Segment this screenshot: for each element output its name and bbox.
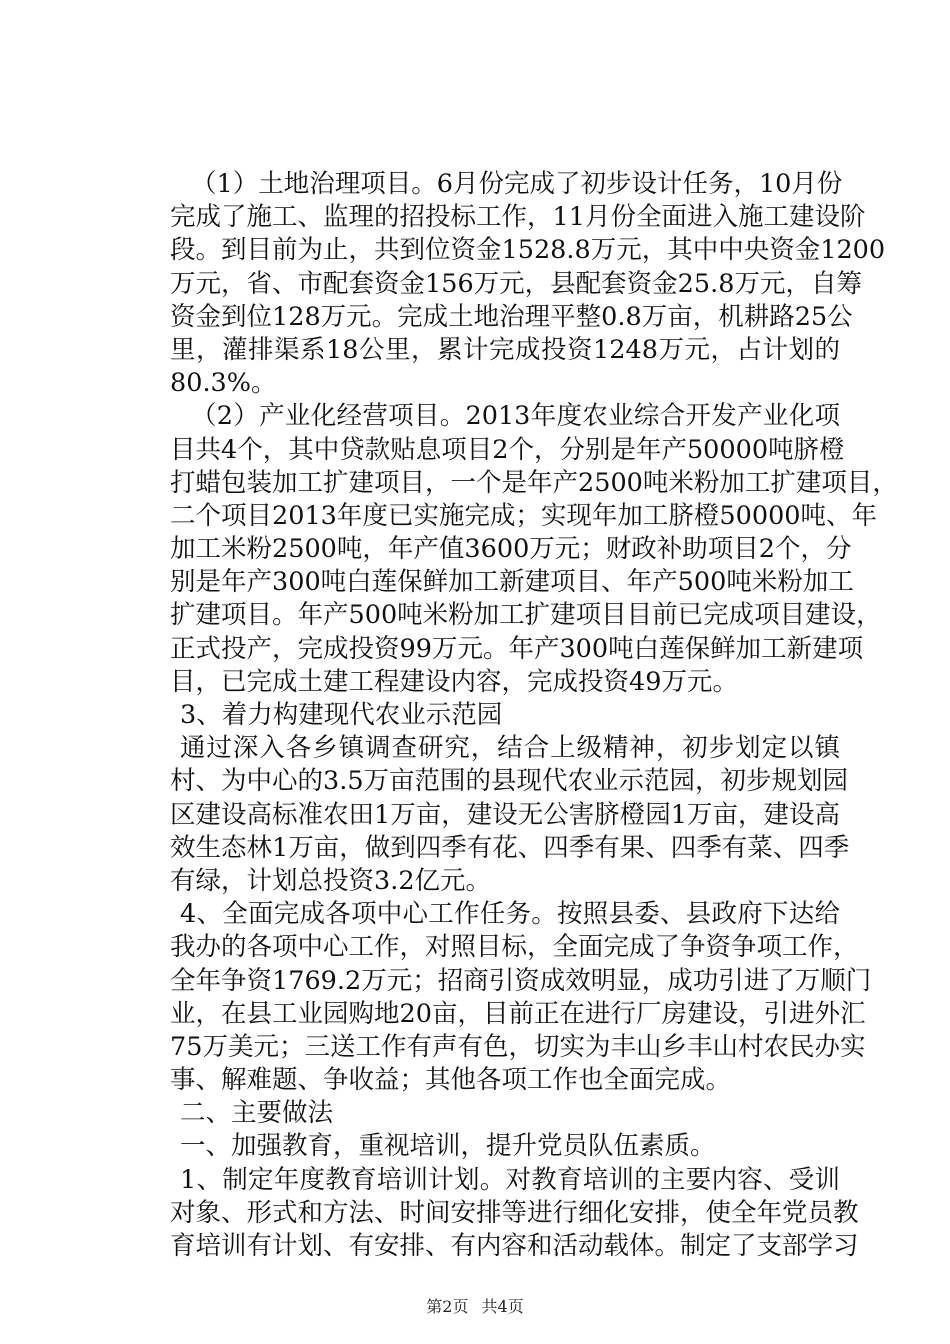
page-number: 第2页: [426, 1297, 469, 1316]
text-line: 对象、形式和方法、时间安排等进行细化安排，使全年党员教: [170, 1197, 859, 1228]
text-line: 事、解难题、争收益；其他各项工作也全面完成。: [170, 1065, 732, 1096]
text-line: 1、制定年度教育培训计划。对教育培训的主要内容、受训: [180, 1164, 840, 1195]
text-line: 完成了施工、监理的招投标工作，11月份全面进入施工建设阶: [170, 202, 866, 233]
text-line: 村、为中心的3.5万亩范围的县现代农业示范园，初步规划园: [170, 766, 849, 797]
text-line: 4、全面完成各项中心工作任务。按照县委、县政府下达给: [180, 899, 840, 930]
text-line: 扩建项目。年产500吨米粉加工扩建项目目前已完成项目建设，: [170, 600, 882, 631]
text-line: 80.3%。: [170, 368, 277, 399]
text-line: 二个项目2013年度已实施完成；实现年加工脐橙50000吨、年: [170, 500, 878, 531]
text-line: 万元，省、市配套资金156万元，县配套资金25.8万元，自筹: [170, 268, 862, 299]
text-line: 有绿，计划总投资3.2亿元。: [170, 865, 492, 896]
text-line: 正式投产，完成投资99万元。年产300吨白莲保鲜加工新建项: [170, 633, 864, 664]
text-line: 育培训有计划、有安排、有内容和活动载体。制定了支部学习: [170, 1231, 859, 1261]
text-line: （1）土地治理项目。6月份完成了初步设计任务，10月份: [191, 169, 843, 199]
text-line: 通过深入各乡镇调查研究，结合上级精神，初步划定以镇: [180, 733, 840, 764]
text-line: 资金到位128万元。完成土地治理平整0.8万亩，机耕路25公: [170, 301, 853, 332]
text-line: 打蜡包装加工扩建项目，一个是年产2500吨米粉加工扩建项目，: [170, 467, 898, 498]
text-line: 加工米粉2500吨，年产值3600万元；财政补助项目2个，分: [170, 534, 852, 565]
text-line: 段。到目前为止，共到位资金1528.8万元，其中中央资金1200: [170, 235, 886, 266]
text-line: 75万美元；三送工作有声有色，切实为丰山乡丰山村农民办实: [170, 1031, 866, 1062]
text-line: 我办的各项中心工作，对照目标，全面完成了争资争项工作，: [170, 932, 859, 963]
page-footer: [0, 1294, 950, 1317]
document-body: [170, 168, 898, 1263]
text-line: 业，在县工业园购地20亩，目前正在进行厂房建设，引进外汇: [170, 998, 866, 1029]
text-line: 效生态林1万亩，做到四季有花、四季有果、四季有菜、四季: [170, 832, 850, 863]
page-total: 共4页: [481, 1297, 524, 1316]
text-line: 全年争资1769.2万元；招商引资成效明显，成功引进了万顺门: [170, 965, 872, 996]
text-line: （2）产业化经营项目。2013年度农业综合开发产业化项: [191, 401, 840, 432]
text-line: 目，已完成土建工程建设内容，完成投资49万元。: [170, 666, 738, 697]
section-heading: 3、着力构建现代农业示范园: [180, 700, 503, 730]
text-line: 别是年产300吨白莲保鲜加工新建项目、年产500吨米粉加工: [170, 567, 854, 598]
text-line: 区建设高标准农田1万亩，建设无公害脐橙园1万亩，建设高: [170, 799, 840, 830]
text-line: 目共4个，其中贷款贴息项目2个，分别是年产50000吨脐橙: [170, 434, 845, 465]
subsection-heading: 一、加强教育，重视培训，提升党员队伍素质。: [180, 1131, 716, 1162]
text-line: 里，灌排渠系18公里，累计完成投资1248万元，占计划的: [170, 334, 840, 365]
section-heading: 二、主要做法: [180, 1098, 334, 1129]
